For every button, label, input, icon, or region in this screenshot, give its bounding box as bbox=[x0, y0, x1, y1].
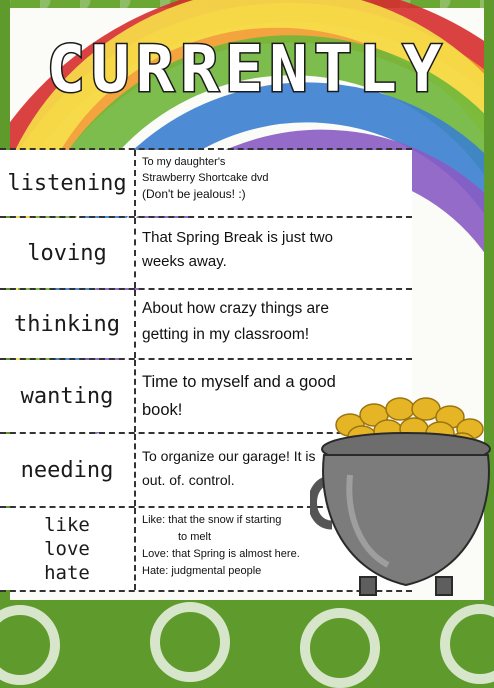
text-line: Hate: judgmental people bbox=[142, 565, 262, 577]
text-line: getting in my classroom! bbox=[142, 326, 310, 343]
row-listening bbox=[0, 148, 412, 216]
swirl-decoration bbox=[0, 605, 60, 685]
text-line: Love: that Spring is almost here. bbox=[142, 548, 300, 560]
label-wanting: wanting bbox=[0, 360, 136, 432]
text-line: (Don't be jealous! :) bbox=[142, 187, 246, 201]
text-line: About how crazy things are bbox=[142, 300, 329, 317]
text-line: To organize our garage! It is bbox=[142, 448, 316, 464]
content-listening bbox=[136, 150, 412, 216]
page-title: CURRENTLY bbox=[46, 33, 448, 107]
text-line: Strawberry Shortcake dvd bbox=[142, 172, 269, 184]
label-hate: hate bbox=[44, 562, 90, 584]
pot-of-gold-icon bbox=[310, 385, 494, 600]
label-listening: listening bbox=[0, 150, 136, 216]
row-thinking bbox=[0, 288, 412, 358]
text-line: To my daughter's bbox=[142, 156, 226, 168]
label-love: love bbox=[44, 538, 90, 560]
content-loving bbox=[136, 218, 412, 288]
text-line: to melt bbox=[178, 531, 212, 543]
text-line: Like: that the snow if starting bbox=[142, 514, 282, 526]
swirl-decoration bbox=[440, 604, 494, 684]
swirl-decoration bbox=[150, 602, 230, 682]
bottom-pattern-band bbox=[0, 600, 494, 640]
swirl-decoration bbox=[300, 608, 380, 688]
content-thinking bbox=[136, 290, 412, 358]
text-line: weeks away. bbox=[142, 253, 227, 270]
text-line: out. of. control. bbox=[142, 472, 235, 488]
label-like: like bbox=[44, 514, 90, 536]
text-line: book! bbox=[142, 401, 183, 419]
label-needing: needing bbox=[0, 434, 136, 506]
label-loving: loving bbox=[0, 218, 136, 288]
label-like-love-hate bbox=[0, 508, 136, 590]
label-thinking: thinking bbox=[0, 290, 136, 358]
row-loving bbox=[0, 216, 412, 288]
text-line: Time to myself and a good bbox=[142, 373, 336, 391]
text-line: That Spring Break is just two bbox=[142, 229, 333, 246]
